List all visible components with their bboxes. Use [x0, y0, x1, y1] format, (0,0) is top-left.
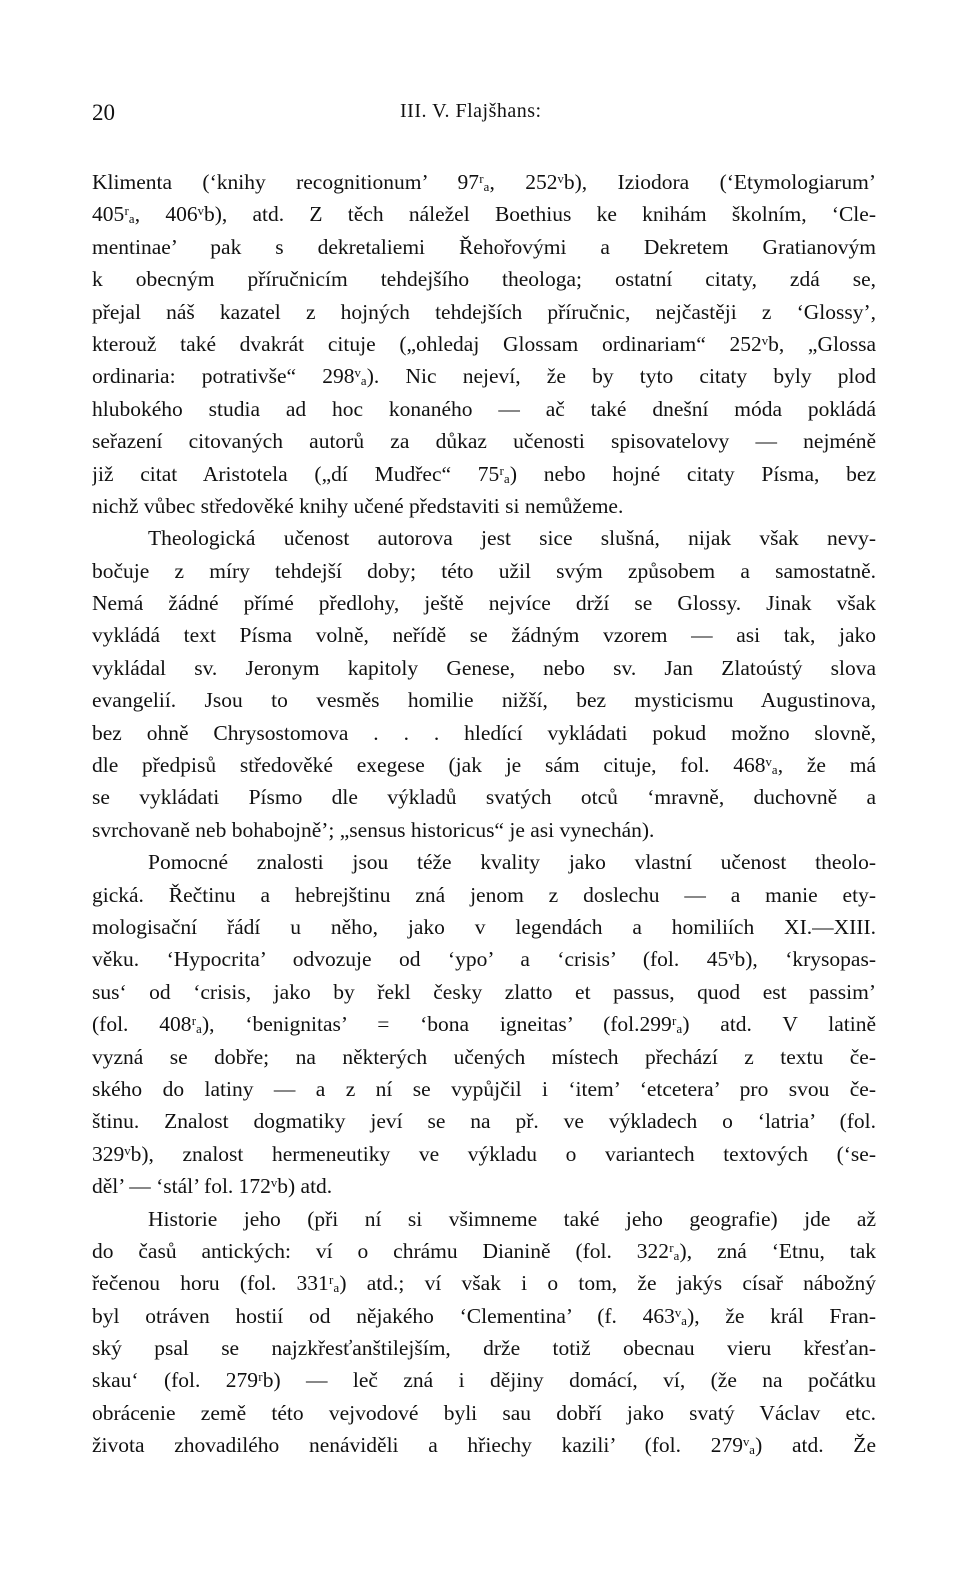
text-line: již citat Aristotela („dí Mudřec“ 75ʳₐ) nebo hojné citaty Písma, bez [92, 461, 876, 486]
text-line: kterouž také dvakrát cituje („ohledaj Glossam ordinariam“ 252ᵛb, „Glossa [92, 331, 876, 356]
text-line: ského do latiny — a z ní se vypůjčil i ‘item’ ‘etcetera’ pro svou če- [92, 1076, 876, 1101]
text-line: (fol. 408ʳₐ), ‘benignitas’ = ‘bona igneitas’ (fol.299ʳₐ) atd. V latině [92, 1012, 876, 1037]
text-line: seřazení citovaných autorů za důkaz učenosti spisovatelovy — nejméně [92, 429, 876, 454]
text-line: vykládá text Písma volně, neřídě se žádným vzorem — asi tak, jako [92, 623, 876, 648]
text-line: ordinaria: potrativše“ 298ᵛₐ). Nic nejeví, že by tyto citaty byly plod [92, 364, 876, 389]
text-line: mentinae’ pak s dekretaliemi Řehořovými a Dekretem Gratianovým [92, 234, 876, 259]
text-line: bez ohně Chrysostomova . . . hledící vykládati pokud možno slovně, [92, 720, 876, 745]
text-line: věku. ‘Hypocrita’ odvozuje od ‘ypo’ a ‘crisis’ (fol. 45ᵛb), ‘krysopas- [92, 947, 876, 972]
text-line: evangelií. Jsou to vesměs homilie nižší, bez mysticismu Augustinova, [92, 688, 876, 713]
text-line: svrchovaně neb bohabojně’; „sensus historicus“ je asi vynechán). [92, 817, 655, 842]
text-line: života zhovadilého nenáviděli a hřiechy kazili’ (fol. 279ᵛₐ) atd. Že [92, 1433, 876, 1458]
text-line: obrácenie země této vejvodové byli sau dobří jako svatý Václav etc. [92, 1400, 876, 1425]
text-line: štinu. Znalost dogmatiky jeví se na př. ve výkladech o ‘latria’ (fol. [92, 1109, 876, 1134]
running-head: III. V. Flajšhans: [400, 100, 542, 122]
text-line: mologisační řádí u něho, jako v legendách a homiliích XI.—XIII. [92, 914, 876, 939]
text-line: gická. Řečtinu a hebrejštinu zná jenom z doslechu — a manie ety- [92, 882, 876, 907]
text-line: vykládal sv. Jeronym kapitoly Genese, nebo sv. Jan Zlatoústý slova [92, 655, 876, 680]
text-line: byl otráven hostií od nějakého ‘Clementina’ (f. 463ᵛₐ), že král Fran- [92, 1303, 876, 1328]
text-line: Pomocné znalosti jsou téže kvality jako vlastní učenost theolo- [148, 850, 876, 875]
text-line: Historie jeho (při ní si všimneme také jeho geografie) jde až [148, 1206, 876, 1231]
text-line: nichž vůbec středověké knihy učené představiti si nemůžeme. [92, 493, 624, 518]
text-line: skau‘ (fol. 279ʳb) — leč zná i dějiny domácí, ví, (že na počátku [92, 1368, 876, 1393]
page-number: 20 [92, 100, 115, 125]
text-line: Nemá žádné přímé předlohy, ještě nejvíce drží se Glossy. Jinak však [92, 591, 876, 616]
text-line: dle předpisů středověké exegese (jak je sám cituje, fol. 468ᵛₐ, že má [92, 753, 876, 778]
text-line: přejal náš kazatel z hojných tehdejších příručnic, nejčastěji z ‘Glossy’, [92, 299, 876, 324]
text-line: do časů antických: ví o chrámu Dianině (fol. 322ʳₐ), zná ‘Etnu, tak [92, 1238, 876, 1263]
page-header [92, 100, 876, 134]
text-line: 405ʳₐ, 406ᵛb), atd. Z těch náležel Boethius ke knihám školním, ‘Cle- [92, 202, 876, 227]
text-line: se vykládati Písmo dle výkladů svatých otců ‘mravně, duchovně a [92, 785, 876, 810]
text-line: hlubokého studia ad hoc konaného — ač také dnešní móda pokládá [92, 396, 876, 421]
text-line: ský psal se najzkřesťanštilejším, drže totiž obecnau vieru křesťan- [92, 1336, 876, 1361]
text-line: sus‘ od ‘crisis, jako by řekl česky zlatto et passus, quod est passim’ [92, 979, 876, 1004]
text-line: řečenou horu (fol. 331ʳₐ) atd.; ví však i o tom, že jakýs císař nábožný [92, 1271, 876, 1296]
text-line: bočuje z míry tehdejší doby; této užil svým způsobem a samostatně. [92, 558, 876, 583]
text-line: děl’ — ‘stál’ fol. 172ᵛb) atd. [92, 1174, 333, 1199]
text-line: Klimenta (‘knihy recognitionum’ 97ʳₐ, 252ᵛb), Iziodora (‘Etymologiarum’ [92, 170, 876, 194]
text-line: vyzná se dobře; na některých učených místech přechází z textu če- [92, 1044, 876, 1069]
text-line: 329ᵛb), znalost hermeneutiky ve výkladu o variantech textových (‘se- [92, 1141, 876, 1166]
text-line: Theologická učenost autorova jest sice slušná, nijak však nevy- [148, 526, 876, 551]
body-text [92, 166, 876, 1462]
text-line: k obecným příručnicím tehdejšího theologa; ostatní citaty, zdá se, [92, 267, 876, 292]
